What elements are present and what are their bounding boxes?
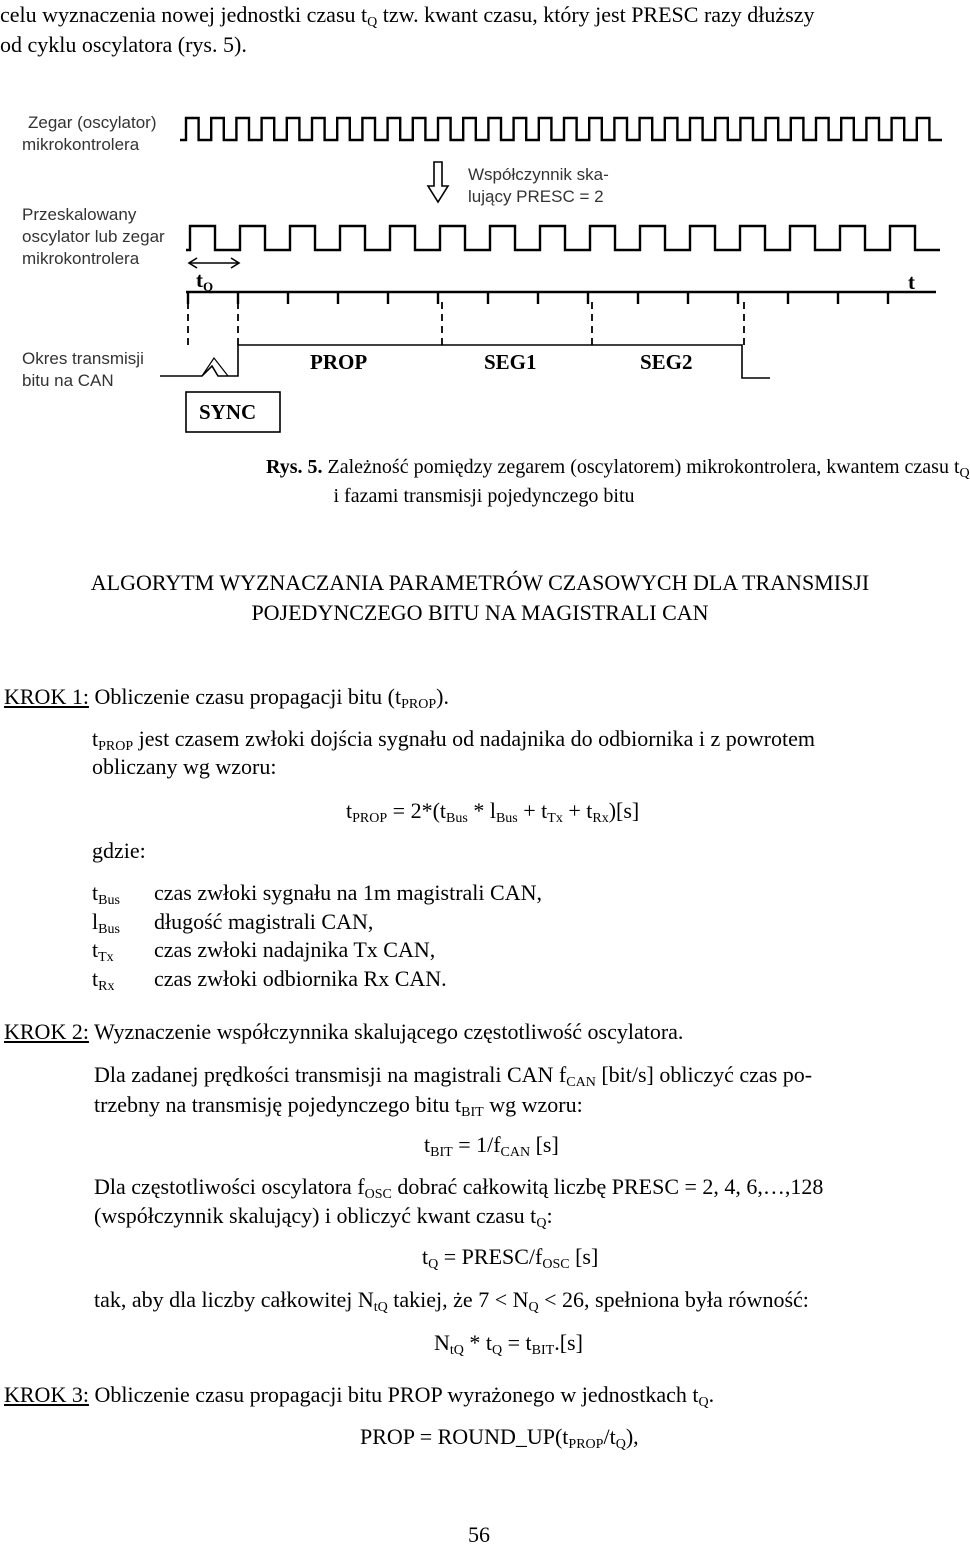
oscillator-clock-waveform [180,118,942,140]
definition-text: długość magistrali CAN, [154,909,374,934]
ntq-formula: $N_{tQ} * t_Q = t_{BIT}.[s]$ [434,1330,583,1358]
timing-diagram-svg [0,0,960,440]
clock-label: Zegar (oscylator) [28,113,157,132]
tprop-formula: $t_{PROP} = 2*(t_{Bus} * l_{Bus} + t_{Tx} + t_{Rx})[s]$ [346,798,640,826]
segment-sync: SYNC [199,400,257,424]
definition-symbol: $t_{Rx}$ [92,966,115,994]
intro-line-1: celu wyznaczenia nowej jednostki czasu $t_Q$ tzw. kwant czasu, który jest PRESC razy dłuższy [0,2,815,30]
scaled-label-1: Przeskalowany [22,205,137,224]
definition-symbol: $t_{Tx}$ [92,937,114,965]
definition-text: czas zwłoki nadajnika Tx CAN, [154,937,436,962]
segment-prop: PROP [310,350,368,374]
time-axis [186,292,936,304]
definition-text: czas zwłoki sygnału na 1m magistrali CAN, [154,880,542,905]
definition-text: czas zwłoki odbiornika Rx CAN. [154,966,447,991]
page-number: 56 [468,1522,490,1547]
period-label-2: bitu na CAN [22,371,114,390]
where-label: gdzie: [92,838,146,863]
step2-para-5: tak, aby dla liczby całkowitej $N_{tQ}$ takiej, że $7 < N_Q < 26$, spełniona była równość: [94,1287,809,1315]
algorithm-heading-2: POJEDYNCZEGO BITU NA MAGISTRALI CAN [251,600,709,625]
step2-para-1: Dla zadanej prędkości transmisji na magistrali CAN $f_{CAN}$ [bit/s] obliczyć czas po- [94,1062,813,1090]
step1-desc-2: obliczany wg wzoru: [92,754,277,779]
tq-double-arrow-icon [189,258,239,268]
presc-label-1: Współczynnik ska- [468,165,609,184]
tq-formula: $t_Q$ = PRESC/$f_{OSC}$ [s] [422,1244,599,1272]
definition-symbol: $t_{Bus}$ [92,880,120,908]
segment-boundary-lines [188,302,744,348]
step2-heading: KROK 2: Wyznaczenie współczynnika skalującego częstotliwość oscylatora. [4,1019,684,1044]
prop-formula: PROP = $ROUND\_UP(t_{PROP}/t_Q)$, [360,1424,639,1452]
tq-label: $t_Q$ [196,268,214,294]
step2-para-3: Dla częstotliwości oscylatora $f_{OSC}$ dobrać całkowitą liczbę PRESC = 2, 4, 6,…,128 [94,1174,824,1202]
scaled-label-3: mikrokontrolera [22,249,140,268]
step3-heading: KROK 3: Obliczenie czasu propagacji bitu PROP wyrażonego w jednostkach $t_Q$. [4,1382,715,1410]
segment-seg1: SEG1 [484,350,537,374]
clock-label-2: mikrokontrolera [22,135,140,154]
algorithm-heading-1: ALGORYTM WYZNACZANIA PARAMETRÓW CZASOWYCH DLA TRANSMISJI [90,570,870,595]
period-label-1: Okres transmisji [22,349,144,368]
intro-line-2: od cyklu oscylatora (rys. 5). [0,32,247,57]
segment-seg2: SEG2 [640,350,693,374]
tbit-formula: $t_{BIT} = 1/f_{CAN}$ [s] [424,1132,559,1160]
down-arrow-icon [428,162,448,202]
step2-para-4: (współczynnik skalujący) i obliczyć kwant czasu $t_Q$: [94,1203,553,1231]
scaled-clock-waveform [186,226,940,250]
definition-symbol: $l_{Bus}$ [92,909,120,937]
figure-caption-line-2: i fazami transmisji pojedynczego bitu [333,485,635,507]
step1-heading: KROK 1: Obliczenie czasu propagacji bitu $(t_{PROP})$. [4,684,449,712]
time-axis-label: t [908,270,915,294]
presc-label-2: lujący PRESC = 2 [468,187,604,206]
step1-desc-1: $t_{PROP}$ jest czasem zwłoki dojścia sygnału od nadajnika do odbiornika i z powrotem [92,726,815,754]
figure-caption: Rys. 5. Zależność pomiędzy zegarem (oscylatorem) mikrokontrolera, kwantem czasu $t_Q$ [266,456,970,481]
step2-para-2: trzebny na transmisję pojedynczego bitu $t_{BIT}$ wg wzoru: [94,1092,583,1120]
scaled-label-2: oscylator lub zegar [22,227,165,246]
